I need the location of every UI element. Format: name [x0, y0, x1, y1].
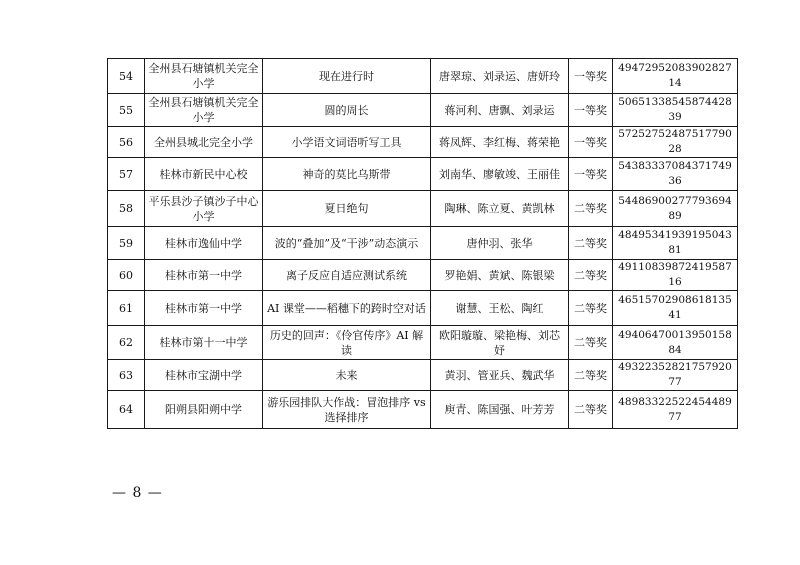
- cell-authors: 唐翠琼、刘录运、唐妍玲: [431, 59, 569, 94]
- table-row: [108, 326, 738, 360]
- cell-number: 59: [108, 227, 145, 260]
- table-row: [108, 227, 738, 260]
- table-row: [108, 94, 738, 127]
- cell-award: 二等奖: [569, 227, 613, 260]
- cell-work-title: 历史的回声：《伶官传序》AI 解读: [263, 326, 431, 360]
- cell-work-title: 夏日绝句: [263, 191, 431, 227]
- awards-table: [107, 58, 738, 429]
- cell-school: 桂林市第一中学: [145, 260, 263, 291]
- cell-number: 62: [108, 326, 145, 360]
- cell-school: 桂林市新民中心校: [145, 158, 263, 191]
- cell-work-title: 波的“叠加”及“干涉”动态演示: [263, 227, 431, 260]
- cell-authors: 蒋河利、唐飘、刘录运: [431, 94, 569, 127]
- cell-school: 阳朔县阳朔中学: [145, 391, 263, 429]
- cell-code: 4911083987241958716: [613, 260, 738, 291]
- table-row: [108, 127, 738, 158]
- cell-code: 4651570290861813541: [613, 291, 738, 326]
- cell-award: 二等奖: [569, 291, 613, 326]
- cell-code: 5725275248751779028: [613, 127, 738, 158]
- cell-authors: 蒋凤辉、李红梅、蒋荣艳: [431, 127, 569, 158]
- table-row: [108, 260, 738, 291]
- cell-authors: 黄羽、管亚兵、魏武华: [431, 360, 569, 391]
- cell-work-title: 现在进行时: [263, 59, 431, 94]
- cell-code: 4849534193919504381: [613, 227, 738, 260]
- page-number: — 8 —: [112, 485, 163, 501]
- cell-authors: 罗艳娟、黄斌、陈银梁: [431, 260, 569, 291]
- cell-work-title: 小学语文词语听写工具: [263, 127, 431, 158]
- table-row: [108, 191, 738, 227]
- cell-school: 桂林市第一中学: [145, 291, 263, 326]
- cell-work-title: 离子反应自适应测试系统: [263, 260, 431, 291]
- cell-school: 桂林市宝湖中学: [145, 360, 263, 391]
- cell-number: 55: [108, 94, 145, 127]
- cell-code: 4898332252245448977: [613, 391, 738, 429]
- cell-work-title: 未来: [263, 360, 431, 391]
- cell-work-title: AI 课堂——稻穗下的跨时空对话: [263, 291, 431, 326]
- table-row: [108, 360, 738, 391]
- cell-school: 桂林市第十一中学: [145, 326, 263, 360]
- cell-award: 一等奖: [569, 94, 613, 127]
- cell-code: 4932235282175792077: [613, 360, 738, 391]
- cell-school: 全州县石塘镇机关完全小学: [145, 94, 263, 127]
- cell-number: 61: [108, 291, 145, 326]
- cell-authors: 欧阳璇璇、梁艳梅、刘芯妤: [431, 326, 569, 360]
- cell-award: 二等奖: [569, 326, 613, 360]
- cell-authors: 庾青、陈国强、叶芳芳: [431, 391, 569, 429]
- cell-school: 桂林市逸仙中学: [145, 227, 263, 260]
- cell-number: 57: [108, 158, 145, 191]
- cell-work-title: 游乐园排队大作战：冒泡排序 vs 选择排序: [263, 391, 431, 429]
- cell-code: 5438333708437174936: [613, 158, 738, 191]
- cell-number: 58: [108, 191, 145, 227]
- cell-number: 64: [108, 391, 145, 429]
- cell-code: 4940647001395015884: [613, 326, 738, 360]
- table-row: [108, 158, 738, 191]
- awards-table-body: [108, 59, 738, 429]
- cell-code: 5065133854587442839: [613, 94, 738, 127]
- table-row: [108, 59, 738, 94]
- cell-school: 全州县城北完全小学: [145, 127, 263, 158]
- cell-authors: 陶琳、陈立夏、黄凯林: [431, 191, 569, 227]
- cell-work-title: 神奇的莫比乌斯带: [263, 158, 431, 191]
- cell-authors: 谢慧、王松、陶红: [431, 291, 569, 326]
- cell-award: 二等奖: [569, 360, 613, 391]
- cell-code: 4947295208390282714: [613, 59, 738, 94]
- cell-award: 二等奖: [569, 191, 613, 227]
- cell-number: 60: [108, 260, 145, 291]
- table-row: [108, 291, 738, 326]
- cell-school: 平乐县沙子镇沙子中心小学: [145, 191, 263, 227]
- cell-school: 全州县石塘镇机关完全小学: [145, 59, 263, 94]
- cell-number: 56: [108, 127, 145, 158]
- cell-award: 二等奖: [569, 391, 613, 429]
- cell-award: 一等奖: [569, 127, 613, 158]
- cell-authors: 刘南华、廖敏竣、王丽佳: [431, 158, 569, 191]
- cell-number: 54: [108, 59, 145, 94]
- cell-award: 二等奖: [569, 260, 613, 291]
- cell-number: 63: [108, 360, 145, 391]
- cell-authors: 唐仲羽、张华: [431, 227, 569, 260]
- cell-award: 一等奖: [569, 59, 613, 94]
- table-row: [108, 391, 738, 429]
- cell-work-title: 圆的周长: [263, 94, 431, 127]
- cell-code: 5448690027779369489: [613, 191, 738, 227]
- cell-award: 一等奖: [569, 158, 613, 191]
